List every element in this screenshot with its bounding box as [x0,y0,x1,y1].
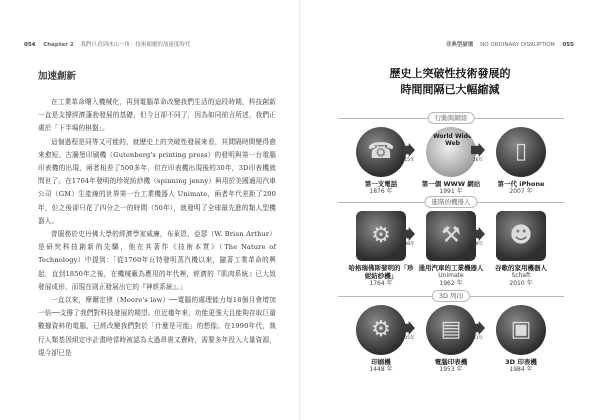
item-model: Schaft [511,272,531,279]
paragraph: 曾服務於史丹佛大學的經濟學家威廉，布萊恩，亞瑟（W. Brian Arthur）是研究科技創新的先驅，他在其著作《技術本質》（The Nature of Technology）中提到：「從1760年瓦特發明蒸汽機以來，隨著工業革命的興起，直到1850年之後，在機械廠為應用的年代裡，經濟的『肌肉系統』已大致發展成形，而現在則正發展出它的『神經系統』。」 [38,230,276,291]
item-year: 2010 年 [509,280,533,287]
book-title: 非典型破壞 [445,42,474,48]
gap-years-label: 505年 [401,336,415,341]
item-year: 1962 年 [439,280,463,287]
item-year: 1764 年 [369,280,393,287]
spinning-jenny-icon [356,211,406,261]
item-glyph: ⚙ [371,223,391,248]
group-label: 進階的機器人 [425,196,478,208]
industrial-robot-icon [426,211,476,261]
book-subtitle: NO ORDINARY DISRUPTION [480,42,555,48]
item-glyph: ⚒ [441,223,461,248]
chapter-title: 我們只看到冰山一角：技術顛覆的加速度時代 [80,42,191,48]
item-year: 1953 年 [439,366,463,373]
right-page-number: 055 [562,42,574,48]
printing-press-icon [356,305,406,355]
timeline-item [486,127,556,196]
item-model: Unimate [438,272,464,279]
left-running-header [24,40,190,48]
group-row [338,305,564,395]
gap-years-label: 198年 [401,242,415,247]
group-divider [338,114,564,122]
group-divider [338,292,564,300]
group-divider [338,198,564,206]
item-name: 通用汽車的工業機器人 [418,264,484,272]
item-year: 1448 年 [369,366,393,373]
item-year: 2007 年 [509,188,533,195]
item-year: 1984 年 [509,366,533,373]
chapter-label: Chapter 2 [43,42,74,48]
group-label: 3D 列印 [432,290,470,302]
item-year: 1991 年 [439,188,463,195]
timeline-item [486,211,556,288]
gap-years-label: 31年 [472,336,484,341]
item-name: 第一個 WWW 網站 [421,180,481,188]
item-glyph: ▤ [440,317,462,342]
timeline-item [486,305,556,374]
right-page [300,0,600,420]
smartphone-icon [496,127,546,177]
item-glyph: ☎ [367,139,395,164]
paragraph: 這個過程是同等又可能的，就歷史上的突破性發展來看，其間隔時間變得愈來愈短。古騰堡印刷機（Gutenberg's printing press）的發明與第一台電腦印表機的出現，兩者相差了500多年，但在印表機出現後的30年，3D印表機就問世了。在1764年發明的珍妮紡紗機（spinning jenny）與用於美國通用汽車公司（GM）生產線的世界第一台工業機器人 Unimate，兩者年代差距了200年，但之後卻只花了四分之一的時間（50年），就發明了全球最先進的類人型機器人。 [38,137,276,225]
figure-title [300,66,600,98]
computer-printer-icon [426,305,476,355]
figure-title-line: 時間間隔已大幅縮減 [400,83,500,96]
gap-years-label: 48年 [472,242,484,247]
group-label: 行動與網絡 [428,112,475,124]
item-name: 第一支電話 [364,180,398,188]
item-glyph: ▯ [514,139,528,164]
left-page-number: 054 [24,42,36,48]
item-glyph: ▣ [510,317,532,342]
item-name: 印刷機 [371,358,391,366]
web-banner-text: World Wide Web [433,133,472,147]
item-name: 3D 印表機 [505,358,537,366]
item-glyph: ⚙ [371,317,391,342]
paragraph: 在工業革命曙入機械化，再到電腦革命改變我們生活的這段時期，科技創新一直是支撐經濟蓬勃發展的基礎，但今日卻不同了，因為如同前言所述，我們正處於「下半場的棋盤」。 [38,98,276,133]
body-text [38,96,276,360]
gap-years-label: 16年 [472,158,484,163]
item-year: 1876 年 [369,188,393,195]
group-row [338,211,564,301]
3d-printer-icon [496,305,546,355]
item-glyph: ☻ [509,223,533,248]
item-name: 谷歌的家用機器人 [495,264,547,272]
web-page-icon [426,127,476,177]
right-running-header [446,40,574,48]
item-name: 第一代 iPhone [497,180,545,188]
timeline-item [346,211,416,288]
humanoid-robot-icon [496,211,546,261]
item-name: 哈格瑞佛斯發明的「珍妮紡紗機」 [348,264,414,280]
item-name: 電腦印表機 [434,358,468,366]
figure-title-line: 歷史上突破性技術發展的 [389,67,511,80]
section-title: 加速創新 [38,71,77,82]
timeline-item [416,211,486,288]
telephone-icon [356,127,406,177]
gap-years-label: 115年 [401,158,415,163]
paragraph: 一直以來，摩爾定律（Moore's law）──電腦的處理能力每18個月會增加一倍──支撐了我們對科技發展的期望。但近幾年來，功能更強大且能夠存取巨量數據資料的電腦，已經改變我們對於「什麼是可能」的想像。在1990年代，執行人類基因組定序計畫時當時被認為太過昂貴又費時，需要多年投入大量資源，現今卻已是 [38,296,276,357]
